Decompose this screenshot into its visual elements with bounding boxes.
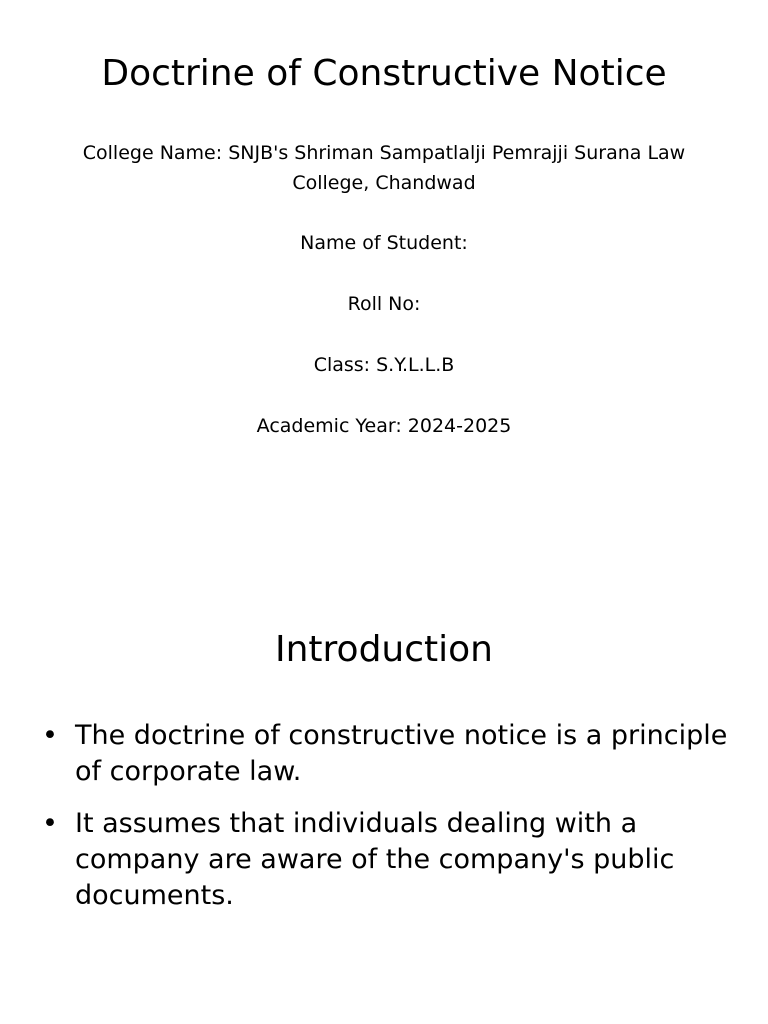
- bullet-icon: •: [42, 720, 58, 751]
- roll-number: Roll No:: [347, 293, 421, 315]
- section-title: Introduction: [274, 629, 493, 670]
- student-name: Name of Student:: [300, 232, 468, 254]
- list-item: [40, 718, 730, 790]
- bullet-list: [40, 718, 730, 930]
- slide-title: Doctrine of Constructive Notice: [101, 53, 667, 94]
- bullet-text: The doctrine of constructive notice is a principle of corporate law.: [75, 720, 728, 787]
- introduction-slide: [0, 512, 768, 1024]
- academic-year: Academic Year: 2024-2025: [256, 415, 512, 437]
- class-name: Class: S.Y.L.L.B: [313, 354, 455, 376]
- college-name: College Name: SNJB's Shriman Sampatlalji Pemrajji Surana Law College, Chandwad: [82, 142, 686, 194]
- bullet-icon: •: [42, 808, 58, 839]
- bullet-text: It assumes that individuals dealing with a company are aware of the company's public documents.: [75, 808, 675, 911]
- list-item: [40, 806, 730, 914]
- student-details: [54, 138, 714, 472]
